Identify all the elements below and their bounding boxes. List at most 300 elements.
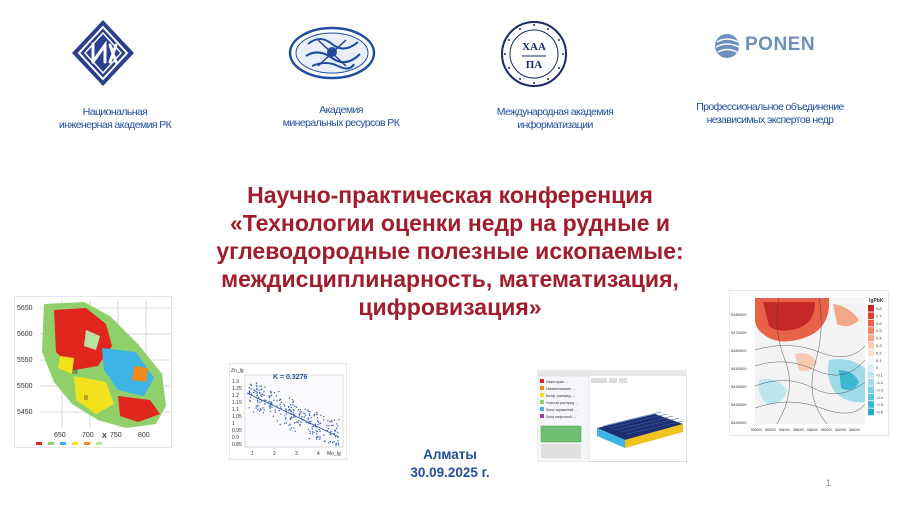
scatter-point xyxy=(276,405,277,406)
scatter-point xyxy=(257,409,258,410)
scatter-point xyxy=(323,435,324,436)
legend-swatch xyxy=(868,349,874,356)
scatter-point xyxy=(284,405,285,406)
map-y-tick: 5500 xyxy=(17,383,33,390)
scatter-point xyxy=(291,411,292,412)
scatter-point xyxy=(292,412,293,413)
toolbar-button[interactable] xyxy=(619,378,627,383)
scatter-point xyxy=(328,442,329,443)
scatter-point xyxy=(331,420,332,421)
scatter-point xyxy=(317,420,318,421)
scatter-point xyxy=(328,425,329,426)
scatter-point xyxy=(290,404,291,405)
scatter-point xyxy=(286,413,287,414)
legend-swatch xyxy=(868,409,874,416)
map-zone-label-iii: III xyxy=(72,369,78,376)
contour-legend-title: lgPbK xyxy=(869,298,884,304)
scatter-point xyxy=(317,431,318,432)
legend-value: 0.2 xyxy=(876,350,882,356)
scatter-point xyxy=(323,416,324,417)
mai-logo xyxy=(500,20,568,88)
scatter-point xyxy=(286,422,287,423)
scatter-point xyxy=(280,399,281,400)
scatter-point xyxy=(307,409,308,410)
legend-swatch xyxy=(868,372,874,379)
ponen-wordmark: PONEN xyxy=(745,34,816,55)
scatter-point xyxy=(293,410,294,411)
scatter-point xyxy=(284,422,285,423)
scatter-point xyxy=(316,414,317,415)
scatter-point xyxy=(276,400,277,401)
layer-item: Наименование … xyxy=(546,387,576,391)
scatter-point xyxy=(257,405,258,406)
title-line-5: цифровизация» xyxy=(358,294,542,320)
org-caption-mai: Международная академия информатизации xyxy=(496,106,614,131)
scatter-point xyxy=(327,420,328,421)
scatter-point xyxy=(271,395,272,396)
legend-value: -0.1 xyxy=(876,372,883,378)
scatter-point xyxy=(283,403,284,404)
layer-item: Зона заражений … xyxy=(546,408,578,412)
scatter-point xyxy=(285,418,286,419)
scatter-point xyxy=(273,400,274,401)
contour-x-tick: 560000 xyxy=(821,428,833,432)
scatter-point xyxy=(258,397,259,398)
scatter-point xyxy=(326,425,327,426)
scatter-point xyxy=(288,425,289,426)
scatter-point xyxy=(262,394,263,395)
scatter-point xyxy=(314,415,315,416)
contour-x-tick: 562000 xyxy=(835,428,847,432)
scatter-x-label: Mo_lg xyxy=(327,451,341,457)
legend-value: -0.3 xyxy=(876,387,883,393)
scatter-y-tick: 1.3 xyxy=(232,379,239,385)
scatter-point xyxy=(292,399,293,400)
scatter-point xyxy=(291,417,292,418)
scatter-point xyxy=(260,389,261,390)
legend-value: 0.6 xyxy=(876,320,882,326)
scatter-point xyxy=(274,409,275,410)
scatter-point xyxy=(292,404,293,405)
legend-value: 0.1 xyxy=(876,357,882,363)
date-label: 30.09.2025 г. xyxy=(410,465,490,480)
scatter-point xyxy=(332,425,333,426)
scatter-point xyxy=(301,416,302,417)
scatter-point xyxy=(255,407,256,408)
legend-value: 0.4 xyxy=(876,335,882,341)
legend-swatch xyxy=(868,320,874,327)
scatter-point xyxy=(281,402,282,403)
contour-y-tick: 5480000 xyxy=(731,312,747,317)
map-y-tick: 5550 xyxy=(17,357,33,364)
scatter-point xyxy=(334,420,335,421)
scatter-point xyxy=(319,439,320,440)
scatter-point xyxy=(251,385,252,386)
scatter-point xyxy=(260,409,261,410)
toolbar-button[interactable] xyxy=(609,378,617,383)
legend-swatch xyxy=(868,335,874,342)
contour-x-tick: 556000 xyxy=(793,428,805,432)
scatter-point xyxy=(293,427,294,428)
scatter-y-tick: 0.95 xyxy=(232,428,242,434)
scatter-point xyxy=(330,441,331,442)
legend-value: -0.2 xyxy=(876,380,883,385)
scatter-point xyxy=(319,423,320,424)
legend-value: -0.6 xyxy=(876,409,883,415)
legend-value: 0.3 xyxy=(876,343,882,348)
title-line-2: «Технологии оценки недр на рудные и xyxy=(229,210,671,236)
scatter-point xyxy=(253,392,254,393)
scatter-point xyxy=(269,406,270,407)
scatter-point xyxy=(308,429,309,430)
map-x-axis-label: X xyxy=(102,433,107,440)
map-x-tick: 700 xyxy=(82,432,94,439)
nia-logo xyxy=(68,18,138,88)
layer-item: Зона нефтяной … xyxy=(546,415,577,419)
scatter-point xyxy=(285,408,286,409)
scatter-point xyxy=(300,421,301,422)
scatter-point xyxy=(274,392,275,393)
scatter-point xyxy=(337,432,338,433)
scatter-point xyxy=(251,388,252,389)
legend-value: -0.5 xyxy=(876,402,883,408)
scatter-y-tick: 1.2 xyxy=(232,393,239,399)
scatter-point xyxy=(304,413,305,414)
page-number: 1 xyxy=(826,478,832,488)
map-zone-label-ii: II xyxy=(84,395,88,402)
scatter-point xyxy=(335,444,336,445)
scatter-point xyxy=(320,415,321,416)
toolbar-button[interactable] xyxy=(591,378,607,383)
scatter-point xyxy=(305,415,306,416)
scatter-point xyxy=(262,407,263,408)
scatter-point xyxy=(288,406,289,407)
layer-item: Участки распред … xyxy=(546,401,579,405)
scatter-point xyxy=(311,417,312,418)
scatter-point xyxy=(257,400,258,401)
scatter-point xyxy=(299,415,300,416)
scatter-point xyxy=(295,431,296,432)
scatter-x-tick: 4 xyxy=(317,451,320,457)
scatter-point xyxy=(300,411,301,412)
scatter-point xyxy=(270,411,271,412)
scatter-point xyxy=(291,427,292,428)
scatter-point xyxy=(256,395,257,396)
scatter-point xyxy=(253,389,254,390)
scatter-point xyxy=(258,390,259,391)
scatter-point xyxy=(273,416,274,417)
legend-swatch xyxy=(868,386,874,393)
scatter-point xyxy=(312,433,313,434)
scatter-point xyxy=(317,417,318,418)
scatter-point xyxy=(316,412,317,413)
legend-swatch xyxy=(868,312,874,319)
title-line-3: углеводородные полезные ископаемые: xyxy=(216,238,684,264)
scatter-point xyxy=(335,436,336,437)
scatter-point xyxy=(324,441,325,442)
legend-swatch xyxy=(868,342,874,349)
scatter-point xyxy=(312,428,313,429)
scatter-point xyxy=(298,420,299,421)
scatter-point xyxy=(309,411,310,412)
scatter-point xyxy=(313,426,314,427)
scatter-point xyxy=(293,417,294,418)
scatter-point xyxy=(263,395,264,396)
scatter-point xyxy=(336,423,337,424)
contour-y-tick: 5430000 xyxy=(731,402,747,407)
scatter-point xyxy=(263,412,264,413)
map-x-tick: 650 xyxy=(54,432,66,439)
ponen-logo xyxy=(714,33,824,59)
scatter-point xyxy=(299,413,300,414)
map-x-tick: 800 xyxy=(138,432,150,439)
scatter-point xyxy=(277,420,278,421)
contour-legend xyxy=(868,305,884,415)
venue-date-block xyxy=(380,446,520,482)
scatter-point xyxy=(304,416,305,417)
amr-logo xyxy=(288,26,376,80)
scatter-point xyxy=(309,415,310,416)
scatter-annotation: K = 0.3276 xyxy=(273,374,308,381)
scatter-point xyxy=(280,414,281,415)
scatter-point xyxy=(265,400,266,401)
scatter-point xyxy=(284,415,285,416)
scatter-y-tick: 1.25 xyxy=(232,386,242,392)
scatter-point xyxy=(250,401,251,402)
scatter-point xyxy=(317,436,318,437)
legend-swatch xyxy=(868,327,874,334)
scatter-point xyxy=(285,409,286,410)
scatter-point xyxy=(269,401,270,402)
legend-value: 0.7 xyxy=(876,313,882,319)
scatter-point xyxy=(276,395,277,396)
scatter-point xyxy=(250,397,251,398)
scatter-x-tick: 1 xyxy=(251,451,254,457)
svg-text:ΠА: ΠА xyxy=(525,59,543,71)
scatter-y-tick: 1.05 xyxy=(232,414,242,420)
legend-swatch xyxy=(868,379,874,386)
legend-swatch xyxy=(868,401,874,408)
scatter-point xyxy=(338,444,339,445)
scatter-point xyxy=(305,409,306,410)
scatter-point xyxy=(264,400,265,401)
layer-item: Коэф. распред … xyxy=(546,394,576,398)
legend-value: 0 xyxy=(876,365,879,371)
ponen-emblem-icon xyxy=(714,33,742,59)
scatter-point xyxy=(264,386,265,387)
scatter-y-tick: 0.9 xyxy=(232,435,239,441)
scatter-point xyxy=(249,392,250,393)
scatter-point xyxy=(312,431,313,432)
scatter-y-tick: 0.85 xyxy=(232,442,242,448)
scatter-point xyxy=(309,431,310,432)
scatter-point xyxy=(310,433,311,434)
scatter-point xyxy=(253,412,254,413)
scatter-y-tick: 1.15 xyxy=(232,400,242,406)
scatter-y-tick: 1 xyxy=(232,421,235,427)
scatter-point xyxy=(288,410,289,411)
scatter-point xyxy=(294,422,295,423)
legend-value: -0.4 xyxy=(876,394,883,400)
legend-swatch xyxy=(868,357,874,364)
scatter-point xyxy=(333,441,334,442)
scatter-point xyxy=(314,432,315,433)
scatter-point xyxy=(331,421,332,422)
layer-item: Некоторые … xyxy=(546,380,569,384)
title-line-4: междисциплинарность, математизация, xyxy=(221,266,679,292)
scatter-point xyxy=(256,405,257,406)
scatter-point xyxy=(280,424,281,425)
scatter-point xyxy=(336,428,337,429)
scatter-point xyxy=(269,408,270,409)
scatter-y-label: Zn_lg xyxy=(231,368,244,374)
map-y-tick: 5600 xyxy=(17,331,33,338)
geological-map-figure xyxy=(14,296,172,448)
scatter-point xyxy=(299,425,300,426)
scatter-point xyxy=(259,402,260,403)
scatter-point xyxy=(264,409,265,410)
scatter-point xyxy=(289,424,290,425)
scatter-point xyxy=(263,391,264,392)
scatter-point xyxy=(291,407,292,408)
scatter-x-tick: 3 xyxy=(295,451,298,457)
scatter-point xyxy=(261,396,262,397)
scatter-point xyxy=(311,426,312,427)
contour-x-tick: 558000 xyxy=(807,428,819,432)
scatter-x-tick: 2 xyxy=(273,451,276,457)
scatter-point xyxy=(256,386,257,387)
legend-value: 0.5 xyxy=(876,328,882,334)
scatter-point xyxy=(323,419,324,420)
scatter-point xyxy=(335,443,336,444)
scatter-point xyxy=(330,431,331,432)
scatter-point xyxy=(257,401,258,402)
scatter-point xyxy=(335,430,336,431)
scatter-point xyxy=(337,425,338,426)
scatter-point xyxy=(290,419,291,420)
scatter-point xyxy=(309,413,310,414)
contour-map-figure xyxy=(729,290,889,436)
conference-title xyxy=(160,181,740,321)
title-line-1: Научно-практическая конференция xyxy=(247,182,653,208)
scatter-point xyxy=(308,411,309,412)
scatter-point xyxy=(319,437,320,438)
scatter-point xyxy=(301,411,302,412)
scatter-point xyxy=(261,386,262,387)
scatter-point xyxy=(307,419,308,420)
scatter-point xyxy=(275,412,276,413)
contour-x-tick: 552000 xyxy=(765,428,777,432)
scatter-point xyxy=(269,397,270,398)
org-caption-ponen: Профессиональное объединение независимых экспертов недр xyxy=(696,101,844,126)
scatter-point xyxy=(338,419,339,420)
scatter-point xyxy=(271,407,272,408)
city-label: Алматы xyxy=(423,447,477,462)
scatter-point xyxy=(297,422,298,423)
scatter-point xyxy=(328,428,329,429)
scatter-point xyxy=(259,410,260,411)
scatter-point xyxy=(296,407,297,408)
scatter-point xyxy=(278,391,279,392)
map-y-tick: 5450 xyxy=(17,409,33,416)
scatter-point xyxy=(319,431,320,432)
contour-y-tick: 5470000 xyxy=(731,330,747,335)
scatter-point xyxy=(260,394,261,395)
scatter-point xyxy=(280,406,281,407)
contour-y-tick: 5460000 xyxy=(731,348,747,353)
scatter-point xyxy=(319,429,320,430)
scatter-point xyxy=(316,430,317,431)
scatter-point xyxy=(279,410,280,411)
scatter-point xyxy=(251,393,252,394)
scatter-point xyxy=(298,409,299,410)
scatter-y-tick: 1.1 xyxy=(232,407,239,413)
contour-y-tick: 5450000 xyxy=(731,366,747,371)
scatter-point xyxy=(317,424,318,425)
mai-logo-text: ХАА xyxy=(522,41,546,53)
scatter-point xyxy=(249,387,250,388)
scatter-point xyxy=(316,439,317,440)
scatter-plot-figure xyxy=(229,363,347,460)
scatter-point xyxy=(337,440,338,441)
org-caption-amr: Академия минеральных ресурсов РК xyxy=(282,104,400,129)
scatter-point xyxy=(290,418,291,419)
scatter-point xyxy=(332,442,333,443)
scatter-point xyxy=(269,396,270,397)
scatter-point xyxy=(256,383,257,384)
scatter-point xyxy=(255,390,256,391)
scatter-point xyxy=(329,421,330,422)
scatter-point xyxy=(249,407,250,408)
scatter-point xyxy=(264,403,265,404)
scatter-point xyxy=(331,425,332,426)
scatter-point xyxy=(308,418,309,419)
scatter-point xyxy=(309,438,310,439)
scatter-point xyxy=(259,386,260,387)
scatter-point xyxy=(270,392,271,393)
model-software-window xyxy=(537,370,687,462)
scatter-point xyxy=(309,421,310,422)
scatter-point xyxy=(314,414,315,415)
contour-x-tick: 554000 xyxy=(779,428,791,432)
legend-value: 0.8 xyxy=(876,306,882,311)
scatter-point xyxy=(329,434,330,435)
scatter-point xyxy=(290,429,291,430)
scatter-point xyxy=(337,443,338,444)
scatter-point xyxy=(259,393,260,394)
contour-y-tick: 5440000 xyxy=(731,384,747,389)
scatter-point xyxy=(316,433,317,434)
scatter-point xyxy=(316,437,317,438)
org-caption-nia: Национальная инженерная академия РК xyxy=(58,106,172,131)
scatter-point xyxy=(292,402,293,403)
legend-swatch xyxy=(868,394,874,401)
contour-y-tick: 5420000 xyxy=(731,420,747,425)
scatter-point xyxy=(256,389,257,390)
legend-swatch xyxy=(868,364,874,371)
scatter-point xyxy=(257,392,258,393)
scatter-point xyxy=(289,398,290,399)
scatter-point xyxy=(271,402,272,403)
legend-swatch xyxy=(868,305,874,312)
scatter-point xyxy=(300,409,301,410)
scatter-point xyxy=(294,405,295,406)
scatter-point xyxy=(279,404,280,405)
contour-x-tick: 550000 xyxy=(751,428,763,432)
map-x-tick: 750 xyxy=(110,432,122,439)
map-y-tick: 5650 xyxy=(17,305,33,312)
contour-x-tick: 564000 xyxy=(849,428,861,432)
